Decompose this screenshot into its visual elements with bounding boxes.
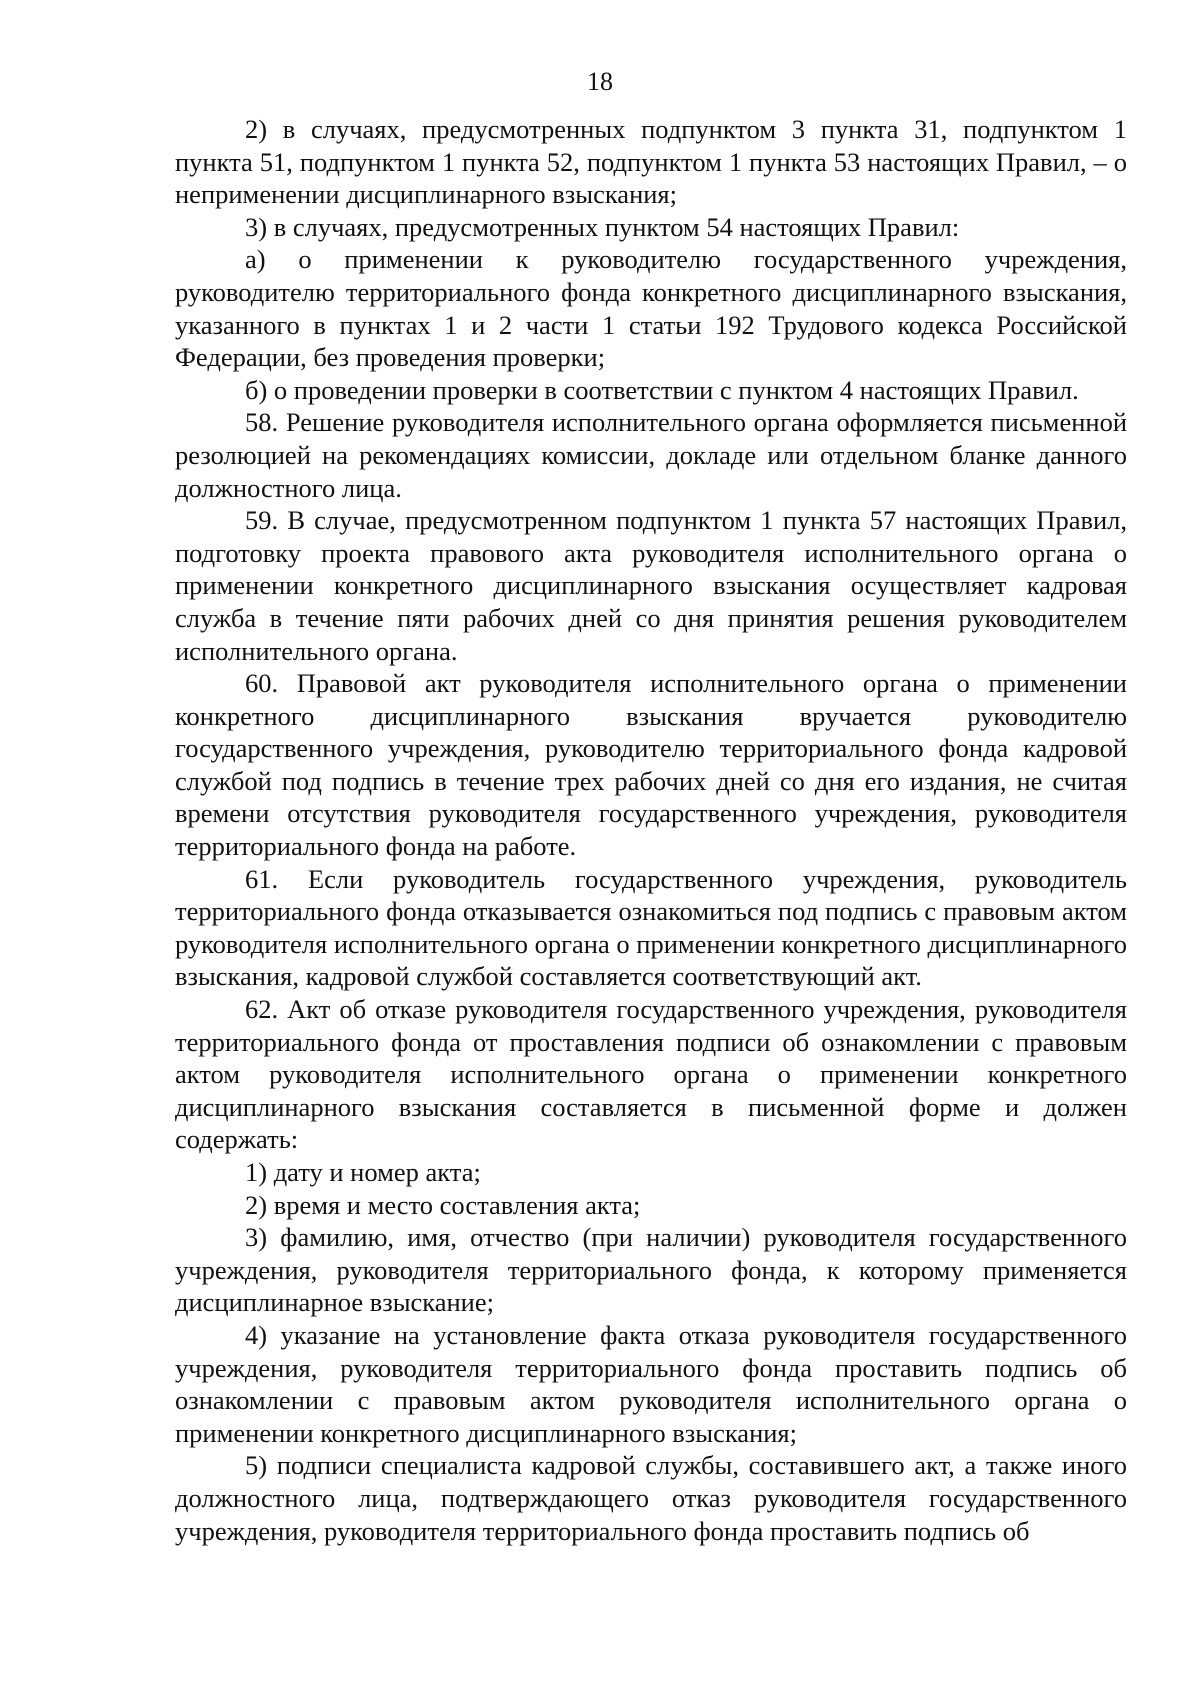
paragraph-62-4: 4) указание на установление факта отказа руководителя государственного учреждения, руководителя территориального фонда проставить подпись об ознакомлении с правовым актом руководителя исполнительного органа о применении конкретного дисциплинарного взыскания;: [175, 1319, 1127, 1448]
document-body: [175, 113, 1127, 1547]
paragraph-62-1: 1) дату и номер акта;: [245, 1157, 481, 1187]
paragraph-62: 62. Акт об отказе руководителя государственного учреждения, руководителя территориального фонда от проставления подписи об ознакомлении с правовым актом руководителя исполнительного органа о применении конкретного дисциплинарного взыскания составляется в письменной форме и должен содержать:: [175, 994, 1127, 1155]
paragraph-61: 61. Если руководитель государственного учреждения, руководитель территориального фонда отказывается ознакомиться под подпись с правовым актом руководителя исполнительного органа о применении конкретного дисциплинарного взыскания, кадровой службой составляется соответствующий акт.: [175, 863, 1127, 992]
paragraph-58: 58. Решение руководителя исполнительного органа оформляется письменной резолюцией на рекомендациях комиссии, докладе или отдельном бланке данного должностного лица.: [175, 407, 1127, 503]
paragraph-62-5: 5) подписи специалиста кадровой службы, составившего акт, а также иного должностного лица, подтверждающего отказ руководителя государственного учреждения, руководителя территориального фонда проставить подпись об: [175, 1450, 1127, 1546]
paragraph-57-2: 2) в случаях, предусмотренных подпунктом 3 пункта 31, подпунктом 1 пункта 51, подпунктом 1 пункта 52, подпунктом 1 пункта 53 настоящих Правил, – о неприменении дисциплинарного взыскания;: [175, 114, 1127, 210]
page-number: 18: [587, 67, 613, 96]
paragraph-57-3-a: а) о применении к руководителю государственного учреждения, руководителю территориального фонда конкретного дисциплинарного взыскания, указанного в пунктах 1 и 2 части 1 статьи 192 Трудового кодекса Российской Федерации, без проведения проверки;: [175, 244, 1127, 373]
paragraph-57-3-b: б) о проведении проверки в соответствии с пунктом 4 настоящих Правил.: [245, 374, 1079, 405]
paragraph-62-2: 2) время и место составления акта;: [245, 1189, 641, 1220]
paragraph-59: 59. В случае, предусмотренном подпунктом 1 пункта 57 настоящих Правил, подготовку проекта правового акта руководителя исполнительного органа о применении конкретного дисциплинарного взыскания осуществляет кадровая служба в течение пяти рабочих дней со дня принятия решения руководителем исполнительного органа.: [175, 505, 1127, 666]
paragraph-60: 60. Правовой акт руководителя исполнительного органа о применении конкретного дисциплинарного взыскания вручается руководителю государственного учреждения, руководителю территориального фонда кадровой службой под подпись в течение трех рабочих дней со дня его издания, не считая времени отсутствия руководителя государственного учреждения, руководителя территориального фонда на работе.: [175, 668, 1127, 862]
paragraph-62-3: 3) фамилию, имя, отчество (при наличии) руководителя государственного учреждения, руководителя территориального фонда, к которому применяется дисциплинарное взыскание;: [175, 1222, 1127, 1318]
paragraph-57-3: 3) в случаях, предусмотренных пунктом 54 настоящих Правил:: [245, 211, 960, 242]
